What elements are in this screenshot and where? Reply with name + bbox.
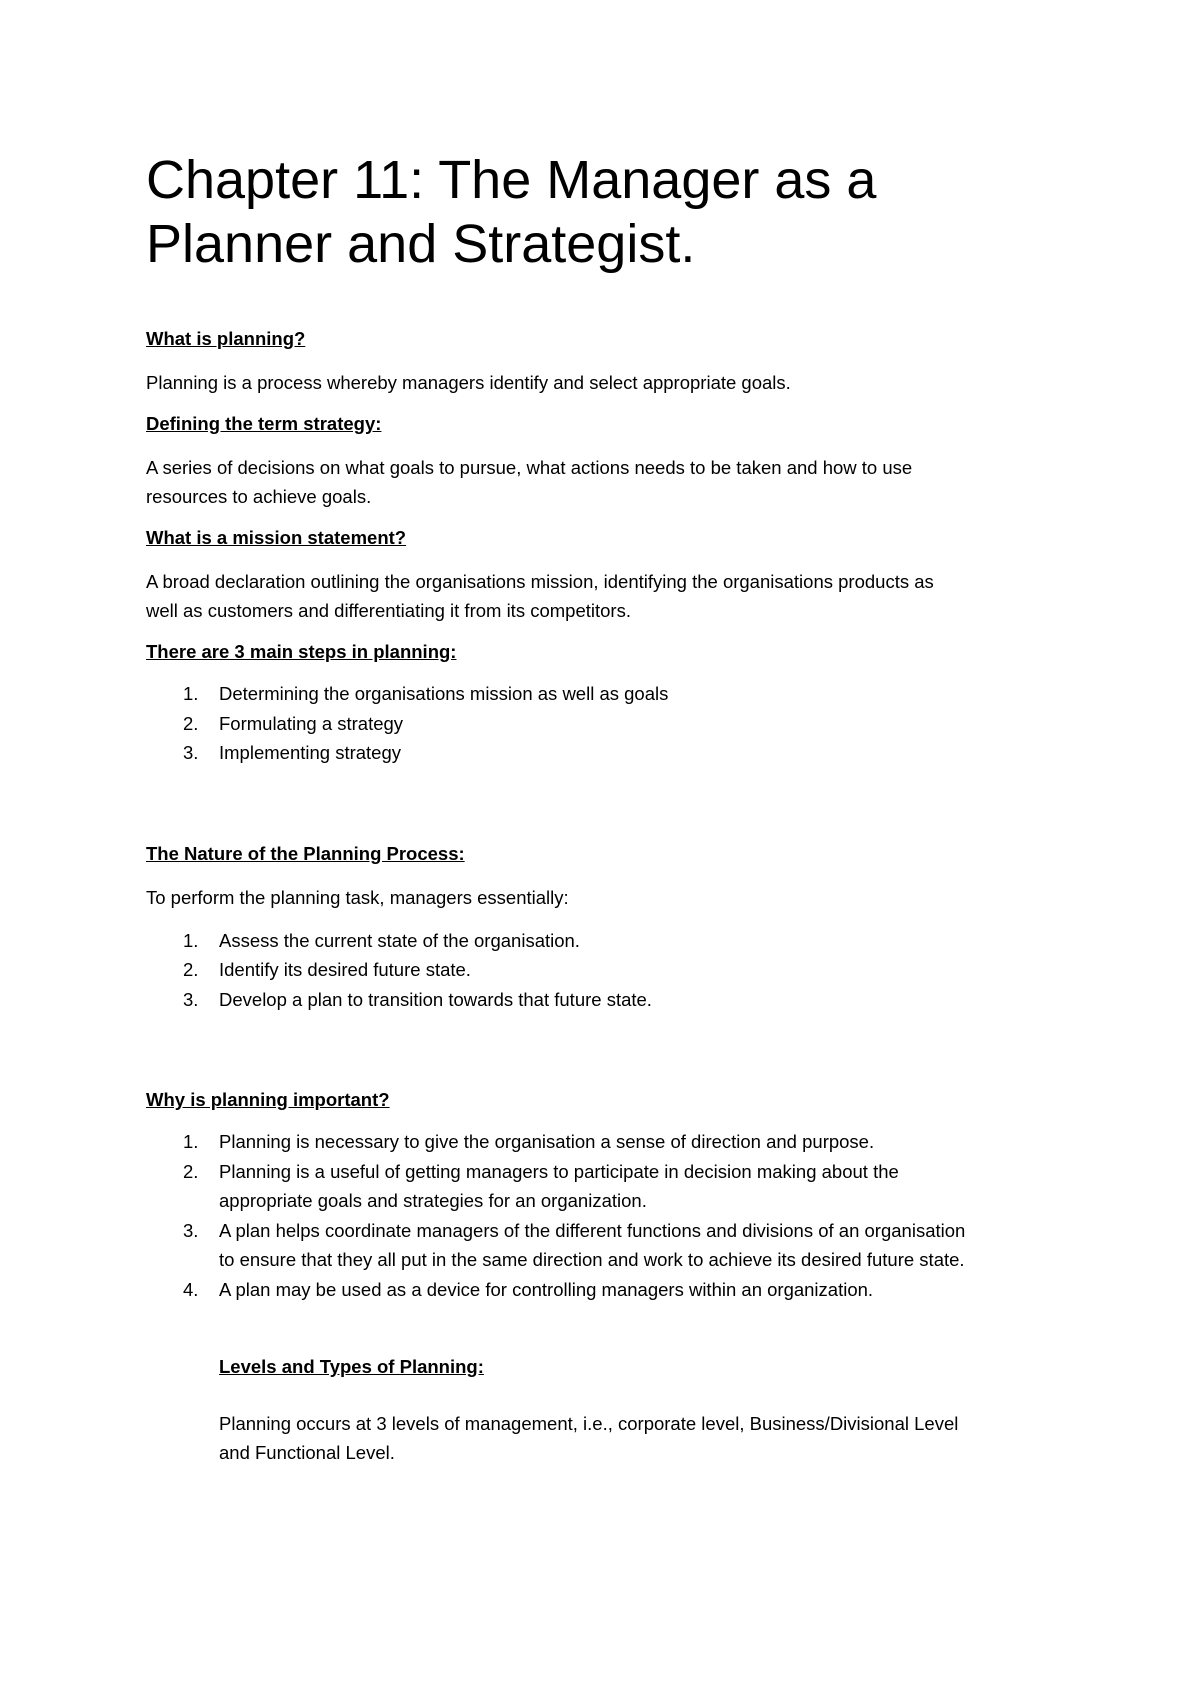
para-nature-intro: To perform the planning task, managers essentially: [146, 886, 569, 908]
list-text: A plan may be used as a device for controlling managers within an organization. [219, 1278, 874, 1300]
list-text: Planning is necessary to give the organisation a sense of direction and purpose. [219, 1131, 875, 1152]
nature-list [146, 926, 1076, 1015]
list-text-line-2: to ensure that they all put in the same direction and work to achieve its desired future state. [219, 1249, 965, 1270]
para-mission-definition [146, 567, 1076, 625]
list-number: 2. [183, 712, 199, 734]
document-content [146, 148, 1076, 1467]
list-item [146, 1216, 1076, 1275]
heading-nature-planning-process: The Nature of the Planning Process: [146, 842, 465, 864]
list-number: 4. [183, 1278, 199, 1300]
list-text-line-1: A plan helps coordinate managers of the different functions and divisions of an organisation [219, 1219, 966, 1241]
list-text-line-2: appropriate goals and strategies for an organization. [219, 1190, 647, 1211]
mission-line-2: well as customers and differentiating it from its competitors. [146, 600, 631, 621]
list-number: 3. [183, 988, 199, 1010]
list-text: Develop a plan to transition towards that future state. [219, 988, 652, 1010]
list-item [146, 926, 1076, 956]
list-item [146, 1127, 1076, 1157]
list-item [146, 738, 1076, 768]
steps-list [146, 679, 1076, 768]
heading-mission-statement: What is a mission statement? [146, 527, 407, 548]
page-title [146, 148, 1076, 276]
heading-levels-types-planning: Levels and Types of Planning: [219, 1356, 484, 1377]
list-number: 1. [183, 929, 199, 951]
list-item [146, 955, 1076, 985]
levels-line-2: and Functional Level. [219, 1442, 395, 1463]
title-line-1: Chapter 11: The Manager as a [146, 150, 877, 210]
title-line-2: Planner and Strategist. [146, 214, 696, 274]
list-number: 2. [183, 959, 199, 980]
list-number: 2. [183, 1160, 199, 1182]
para-planning-definition: Planning is a process whereby managers identify and select appropriate goals. [146, 372, 791, 393]
levels-line-1: Planning occurs at 3 levels of management, i.e., corporate level, Business/Divisional Level [219, 1413, 959, 1434]
list-number: 1. [183, 1131, 199, 1152]
list-item [146, 1157, 1076, 1216]
mission-line-1: A broad declaration outlining the organisations mission, identifying the organisations products as [146, 571, 934, 592]
list-text: Determining the organisations mission as well as goals [219, 683, 669, 704]
list-number: 3. [183, 1219, 199, 1241]
list-item [146, 985, 1076, 1015]
heading-what-is-planning: What is planning? [146, 328, 306, 349]
list-number: 3. [183, 742, 199, 763]
list-text-line-1: Planning is a useful of getting managers to participate in decision making about the [219, 1160, 899, 1182]
list-text: Assess the current state of the organisation. [219, 929, 580, 951]
strategy-line-2: resources to achieve goals. [146, 486, 372, 507]
list-item [146, 679, 1076, 709]
list-number: 1. [183, 683, 199, 704]
list-text: Implementing strategy [219, 742, 402, 763]
para-strategy-definition [146, 453, 1076, 511]
heading-defining-strategy: Defining the term strategy: [146, 413, 382, 434]
heading-why-planning-important: Why is planning important? [146, 1089, 390, 1110]
list-text: Formulating a strategy [219, 712, 404, 734]
importance-list [146, 1127, 1076, 1304]
list-item [146, 709, 1076, 739]
para-levels-description [219, 1409, 1076, 1467]
strategy-line-1: A series of decisions on what goals to pursue, what actions needs to be taken and how to use [146, 457, 913, 478]
list-text: Identify its desired future state. [219, 959, 471, 980]
heading-main-steps: There are 3 main steps in planning: [146, 641, 457, 662]
list-item [146, 1275, 1076, 1305]
